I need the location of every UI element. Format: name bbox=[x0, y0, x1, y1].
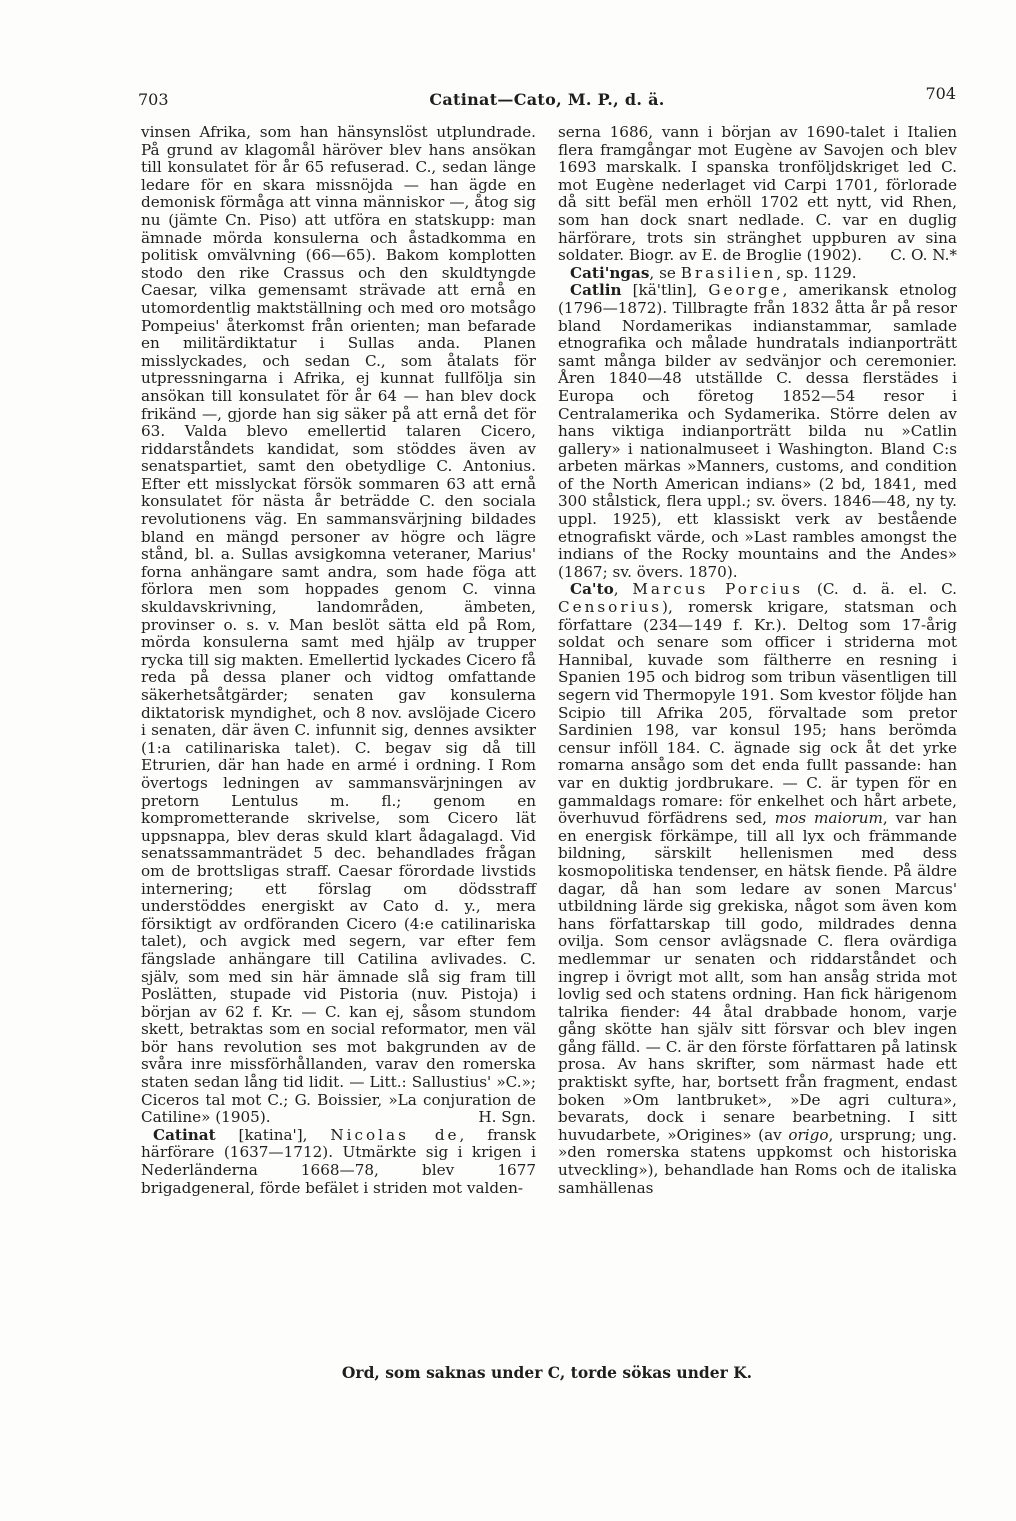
catlin-entry: Catlin [kä'tlin], George, amerikansk etnolog (1796—1872). Tillbragte från 1832 åtta år på resor bland Nordamerikas indianstammar, samlade etnografika och målade hundratals indianporträtt samt många bilder av sedvänjor och ceremonier. Åren 1840—48 utställde C. dessa flerstädes i Europa och företog 1852—54 resor i Centralamerika och Sydamerika. Större delen av hans viktiga indianporträtt bilda nu »Catlin gallery» i nationalmuseet i Washington. Bland C:s arbeten märkas »Manners, customs, and condition of the North American indians» (2 bd, 1841, med 300 stålstick, flera uppl.; sv. övers. 1846—48, ny ty. uppl. 1925), ett klassiskt verk av bestående etnografiskt värde, och »Last rambles amongst the indians of the Rocky mountains and the Andes» (1867; sv. övers. 1870). bbox=[558, 281, 957, 581]
cato-entry: Ca'to, Marcus Porcius (C. d. ä. el. C. Censorius), romersk krigare, statsman och författare (234—149 f. Kr.). Deltog som 17-årig soldat och senare som officer i striderna mot Hannibal, kuvade som fältherre en resning i Spanien 195 och bidrog som tribun väsentligen till segern vid Thermopyle 191. Som kvestor följde han Scipio till Afrika 205, förvaltade som pretor Sardinien 198, var konsul 195; hans berömda censur inföll 184. C. ägnade sig ock åt det yrke romarna ansågo som det enda fullt passande: han var en duktig jordbrukare. — C. är typen för en gammaldags romare: för enkelhet och hårt arbete, överhuvud förfädrens sed, mos maiorum, var han en energisk förkämpe, till all lyx och främmande bildning, särskilt hellenismen med dess kosmopolitiska tendenser, en hätsk fiende. På äldre dagar, då han som ledare av sonen Marcus' utbildning lärde sig grekiska, något som även kom hans författarskap till godo, mildrades denna ovilja. Som censor avlägsnade C. flera ovärdiga medlemmar ur senaten och riddarståndet och ingrep i övrigt mot allt, som han ansåg strida mot lovlig sed och statens ordning. Han fick härigenom talrika fiender: 44 åtal drabbade honom, varje gång skötte han själv sitt försvar och blev ingen gång fälld. — C. är den förste författaren på latinsk prosa. Av hans skrifter, som närmast hade ett praktiskt syfte, har, bortsett från fragment, endast boken »Om lantbruket», »De agri cultura», bevarats, dock i senare bearbetning. I sitt huvudarbete, »Origines» (av origo, ursprung; ung. »den romerska statens uppkomst och historiska utveckling»), behandlade han Roms och de italiska samhällenas bbox=[558, 580, 957, 1197]
author-signature: C. O. N.* bbox=[890, 246, 957, 265]
page-number-left: 703 bbox=[138, 90, 169, 109]
entry-headword: Catlin bbox=[570, 281, 622, 300]
page-number-right: 704 bbox=[925, 84, 956, 103]
entry-headword: Catinat bbox=[153, 1125, 216, 1144]
running-head: Catinat—Cato, M. P., d. ä. bbox=[429, 90, 665, 109]
catilina-entry-continuation: vinsen Afrika, som han hänsynslöst utplundrade. På grund av klagomål häröver blev hans ansökan till konsulatet för år 65 refuserad. C., sedan länge ledare för en skara missnöjda — han ägde en demonisk förmåga att vinna människor —, åtog sig nu (jämte Cn. Piso) att utföra en statskupp: man ämnade mörda konsulerna och åstadkomma en politisk omvälvning (66—65). Bakom komplotten stodo den rike Crassus och den skuldtyngde Caesar, vilka gemensamt strävade att ernå en utomordentlig maktställning och med oro motsågo Pompeius' återkomst från orienten; man befarade en militärdiktatur i Sullas anda. Planen misslyckades, och sedan C., som åtalats för utpressningarna i Afrika, ej kunnat fullfölja sin ansökan till konsulatet för år 64 — han blev dock frikänd —, gjorde han sig säker på att ernå det för 63. Valda blevo emellertid talaren Cicero, riddarståndets kandidat, som stöddes även av senatspartiet, samt den obetydlige C. Antonius. Efter ett misslyckat försök sommaren 63 att ernå konsulatet för nästa år beträdde C. den sociala revolutionens väg. En sammansvärjning bildades bland en mängd personer av högre och lägre stånd, bl. a. Sullas avsigkomna veteraner, Marius' forna anhängare samt andra, som hade föga att förlora men som hoppades genom C. vinna skuldavskrivning, landområden, ämbeten, provinser o. s. v. Man beslöt sätta eld på Rom, mörda konsulerna samt med hjälp av trupper rycka till sig makten. Emellertid lyckades Cicero få reda på dessa planer och vidtog omfattande säkerhetsåtgärder; senaten gav konsulerna diktatorisk myndighet, och 8 nov. avslöjade Cicero i senaten, där även C. infunnit sig, dennes avsikter (1:a catilinariska talet). C. begav sig då till Etrurien, där han hade en armé i ordning. I Rom övertogs ledningen av sammansvärjningen av pretorn Lentulus m. fl.; genom en komprometterande skrivelse, som Cicero lät uppsnappa, blev deras skuld klart ådagalagd. Vid senatssammanträdet 5 dec. behandlades frågan om de brottsligas straff. Caesar förordade livstids internering; ett förslag om dödsstraff understöddes energiskt av Cato d. y., mera försiktigt av ordföranden Cicero (4:e catilinariska talet), och avgick med segern, var efter fem fängslade anhängare till Catilina avlivades. C. själv, som med sin här ämnade slå sig fram till Poslätten, stupade vid Pistoria (nuv. Pistoja) i början av 62 f. Kr. — C. kan ej, såsom stundom skett, betraktas som en social reformator, men väl bör hans revolution ses mot bakgrunden av de svåra inre missförhållanden, varav den romerska staten sedan lång tid lidit. — Litt.: Sallustius' »C.»; Ciceros tal mot C.; G. Boissier, »La conjuration de Catiline» (1905). H. Sgn. bbox=[141, 123, 536, 1127]
author-signature: H. Sgn. bbox=[478, 1108, 536, 1127]
entry-headword: Cati'ngas bbox=[570, 263, 650, 282]
catinat-entry-continuation: serna 1686, vann i början av 1690-talet i Italien flera framgångar mot Eugène av Savojen och blev 1693 marskalk. I spanska tronföljdskriget led C. mot Eugène nederlaget vid Carpi 1701, förlorade då sitt befäl men erhöll 1702 ett nytt, vid Rhen, som han dock snart nedlade. C. var en duglig härförare, trots sin stränghet uppburen av sina soldater. Biogr. av E. de Broglie (1902). C. O. N.* bbox=[558, 123, 957, 265]
cross-reference: Brasilien bbox=[680, 263, 777, 282]
right-column bbox=[558, 124, 957, 1197]
left-column bbox=[141, 124, 536, 1197]
entry-headword: Ca'to bbox=[570, 580, 614, 599]
catinat-entry: Catinat [katina'], Nicolas de, fransk härförare (1637—1712). Utmärkte sig i krigen i Nederländerna 1668—78, blev 1677 brigadgeneral, förde befälet i striden mot valden- bbox=[141, 1125, 536, 1197]
page-footer-note: Ord, som saknas under C, torde sökas under K. bbox=[341, 1363, 753, 1382]
page-header bbox=[138, 84, 956, 114]
catingas-entry: Cati'ngas, se Brasilien, sp. 1129. bbox=[570, 263, 857, 282]
